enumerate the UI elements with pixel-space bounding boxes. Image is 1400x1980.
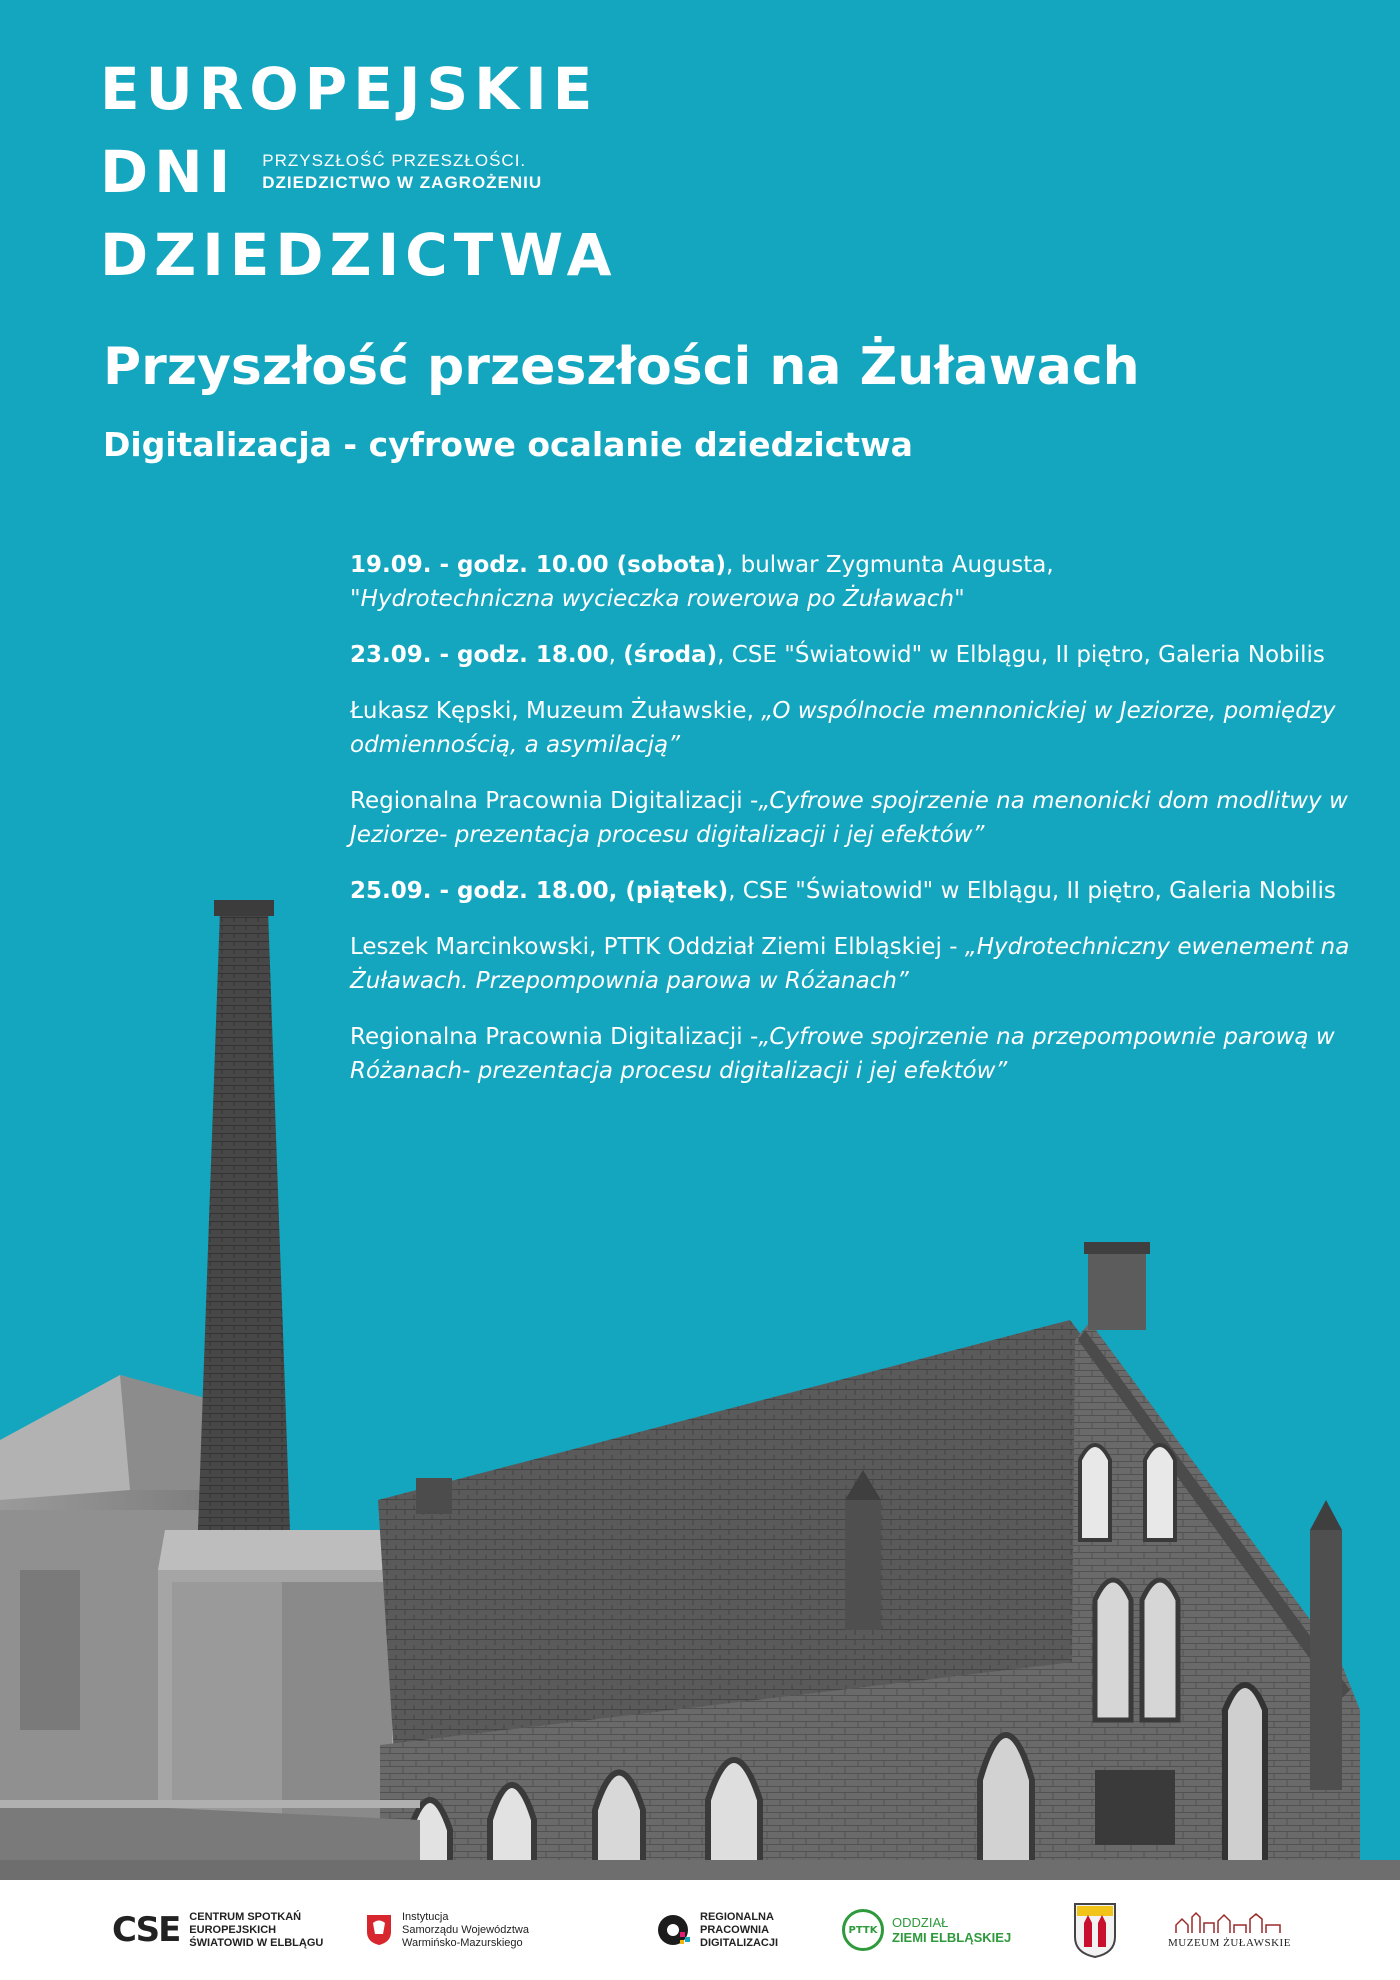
sponsor-muzeum-zulawskie [1168,1880,1291,1980]
muzeum-skyline-icon [1174,1911,1284,1935]
sponsor-cse-line2: EUROPEJSKICH [189,1923,277,1936]
program-item [350,694,1350,762]
event-date: 25.09. - godz. 18.00, (piątek) [350,878,729,904]
heritage-building-photo [0,870,1400,1880]
event-logo [100,55,618,289]
program-item [350,548,1350,616]
sponsor-rpd-line1: REGIONALNA [700,1910,774,1923]
pttk-logo-text: PTTK [848,1924,878,1936]
event-speaker: Regionalna Pracownia Digitalizacji - [350,788,759,814]
event-speaker: Leszek Marcinkowski, PTTK Oddział Ziemi Elbląskiej - [350,934,965,960]
logo-tagline-1: PRZYSZŁOŚĆ PRZESZŁOŚCI. [262,151,527,170]
sponsor-pttk [842,1880,1011,1980]
event-place: , CSE "Światowid" w Elblągu, II piętro, Galeria Nobilis [717,642,1325,668]
logo-word-dziedzictwa: DZIEDZICTWA [100,221,618,289]
sponsor-pttk-line1: ODDZIAŁ [892,1915,949,1930]
sponsor-town-crest [1072,1880,1118,1980]
event-speaker: Regionalna Pracownia Digitalizacji - [350,1024,759,1050]
event-place: , CSE "Światowid" w Elblągu, II piętro, Galeria Nobilis [728,878,1336,904]
sponsor-wm-line2: Samorządu Województwa [402,1923,529,1936]
sponsor-bar [0,1880,1400,1980]
sponsor-wm-line1: Instytucja [402,1910,449,1923]
poster-subtitle: Digitalizacja - cyfrowe ocalanie dziedzictwa [103,425,913,464]
program-item [350,638,1350,672]
sponsor-cse-line3: ŚWIATOWID W ELBLĄGU [189,1936,324,1949]
logo-tagline-2: DZIEDZICTWO W ZAGROŻENIU [262,173,543,192]
event-title: „Hydrotechniczny ewenement na Żuławach. Przepompownia parowa w Różanach” [350,934,1350,994]
sponsor-cse [112,1880,323,1980]
coat-of-arms-icon [366,1914,392,1946]
logo-tagline [262,150,542,194]
poster-title: Przyszłość przeszłości na Żuławach [103,337,1140,397]
sponsor-pttk-line2: ZIEMI ELBLĄSKIEJ [892,1930,1012,1945]
cse-logo-icon: CSE [112,1910,180,1950]
event-date: 23.09. - godz. 18.00 [350,642,609,668]
town-crest-icon [1072,1901,1118,1959]
event-day: (środa) [623,642,718,668]
event-place: , bulwar Zygmunta Augusta, [725,552,1054,578]
pttk-logo-icon [842,1909,884,1951]
sponsor-warmia-mazury [366,1880,529,1980]
sponsor-rpd [656,1880,778,1980]
rpd-logo-icon [656,1912,692,1948]
event-title: „Cyfrowe spojrzenie na przepompownie parową w Różanach- prezentacja procesu digitalizacji i jej efektów” [350,1024,1335,1084]
logo-word-dni: DNI [100,138,237,206]
sponsor-wm-line3: Warmińsko-Mazurskiego [402,1936,523,1949]
event-speaker: Łukasz Kępski, Muzeum Żuławskie, [350,698,762,724]
event-date: 19.09. - godz. 10.00 (sobota) [350,552,726,578]
event-separator: , [608,642,624,668]
sponsor-rpd-line2: PRACOWNIA [700,1923,770,1936]
logo-row-dni [100,138,618,206]
sponsor-muzeum-label: MUZEUM ŻUŁAWSKIE [1168,1936,1291,1949]
event-title: „Cyfrowe spojrzenie na menonicki dom modlitwy w Jeziorze- prezentacja procesu digitalizacji i jej efektów” [350,788,1348,848]
program-item [350,784,1350,852]
sponsor-cse-line1: CENTRUM SPOTKAŃ [189,1910,302,1923]
event-title: "Hydrotechniczna wycieczka rowerowa po Żuławach" [350,586,965,612]
event-title: „O wspólnocie mennonickiej w Jeziorze, pomiędzy odmiennością, a asymilacją” [350,698,1336,758]
logo-word-europejskie: EUROPEJSKIE [100,55,599,123]
sponsor-rpd-line3: DIGITALIZACJI [700,1936,779,1949]
